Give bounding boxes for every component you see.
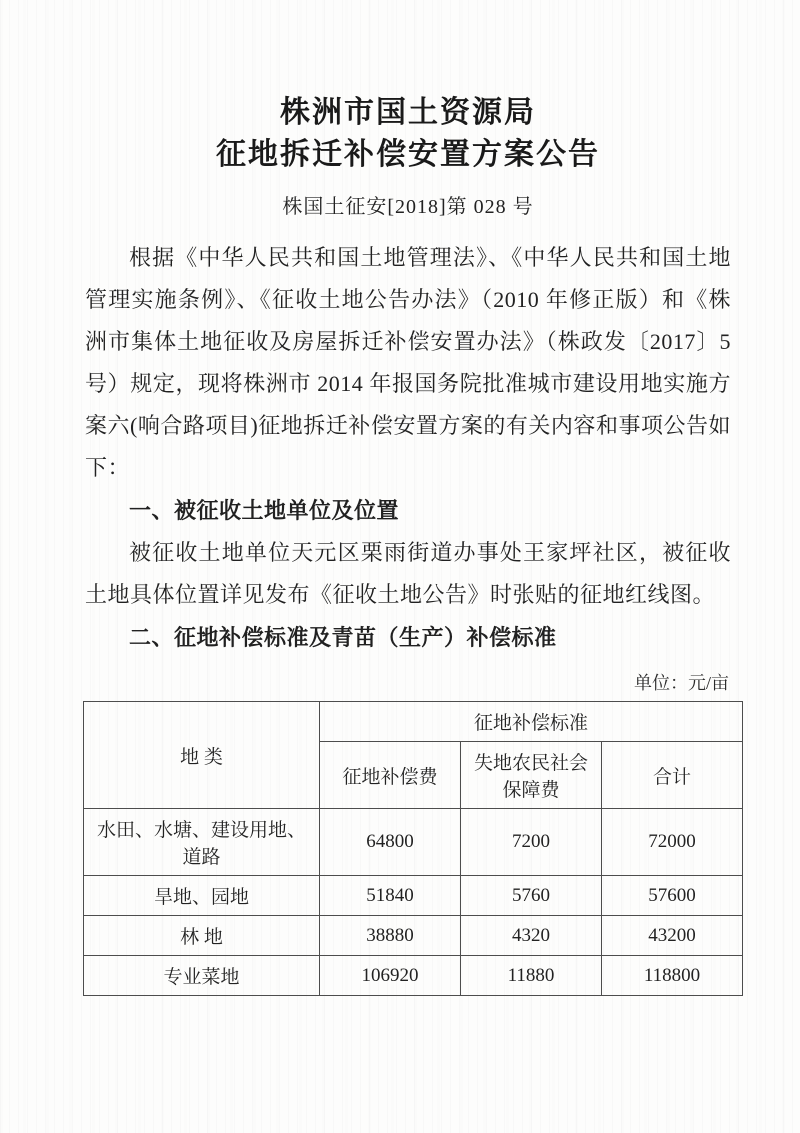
total-cell: 57600 [602, 876, 743, 916]
section1-paragraph: 被征收土地单位天元区栗雨街道办事处王家坪社区，被征收土地具体位置详见发布《征收土地公告》时张贴的征地红线图。 [85, 540, 731, 607]
social-security-cell: 5760 [461, 876, 602, 916]
social-security-cell: 7200 [461, 809, 602, 876]
document-content [85, 92, 731, 996]
compensation-standard-group-header: 征地补偿标准 [320, 702, 743, 742]
compensation-cell: 106920 [320, 956, 461, 996]
social-security-cell: 11880 [461, 956, 602, 996]
table-row [84, 809, 743, 876]
compensation-table [83, 701, 743, 996]
compensation-cell: 64800 [320, 809, 461, 876]
page-title-line1: 株洲市国土资源局 [280, 96, 536, 129]
section2-heading: 二、征地补偿标准及青苗（生产）补偿标准 [129, 625, 557, 650]
unit-note: 单位：元/亩 [633, 673, 729, 693]
page-title-line2: 征地拆迁补偿安置方案公告 [216, 138, 600, 171]
land-type-cell: 林 地 [84, 916, 320, 956]
table-header-row-1 [84, 702, 743, 742]
table-row [84, 876, 743, 916]
doc-number: 株国土征安[2018]第 028 号 [282, 196, 534, 218]
table-row [84, 916, 743, 956]
land-type-column-header: 地 类 [84, 702, 320, 809]
social-security-header: 失地农民社会保障费 [461, 742, 602, 809]
land-type-cell: 旱地、园地 [84, 876, 320, 916]
table-row [84, 956, 743, 996]
total-cell: 72000 [602, 809, 743, 876]
land-type-cell: 专业菜地 [84, 956, 320, 996]
total-header: 合计 [602, 742, 743, 809]
intro-paragraph: 根据《中华人民共和国土地管理法》、《中华人民共和国土地管理实施条例》、《征收土地公告办法》（2010 年修正版）和《株洲市集体土地征收及房屋拆迁补偿安置办法》（株政发〔2017〕5 号）规定，现将株洲市 2014 年报国务院批准城市建设用地实施方案六(响合路项目)征地拆迁补偿安置方案的有关内容和事项公告如下： [85, 245, 731, 480]
total-cell: 118800 [602, 956, 743, 996]
total-cell: 43200 [602, 916, 743, 956]
compensation-fee-header: 征地补偿费 [320, 742, 461, 809]
compensation-cell: 38880 [320, 916, 461, 956]
section1-heading: 一、被征收土地单位及位置 [129, 498, 400, 523]
compensation-cell: 51840 [320, 876, 461, 916]
land-type-cell: 水田、水塘、建设用地、道路 [84, 809, 320, 876]
social-security-cell: 4320 [461, 916, 602, 956]
